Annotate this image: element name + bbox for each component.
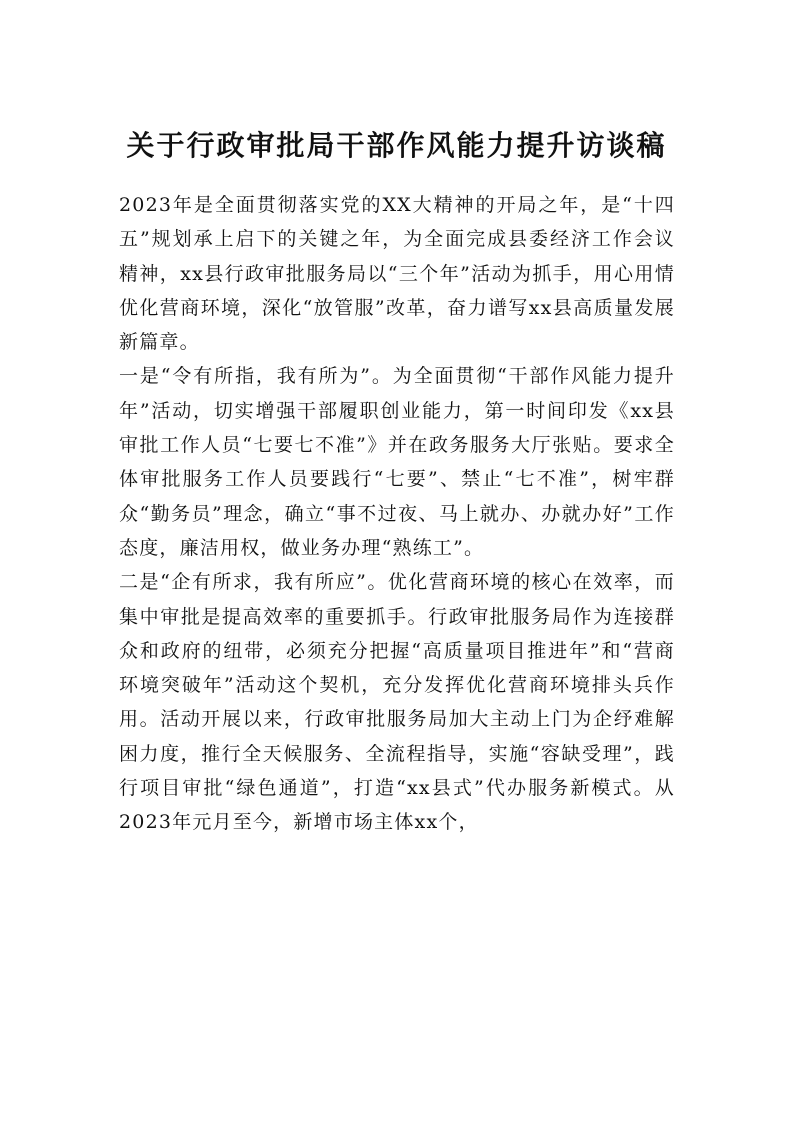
document-body bbox=[119, 188, 675, 840]
paragraph-point-two: 二是“企有所求，我有所应”。优化营商环境的核心在效率，而集中审批是提高效率的重要抓手。行政审批服务局作为连接群众和政府的纽带，必须充分把握“高质量项目推进年”和“营商环境突破年”活动这个契机，充分发挥优化营商环境排头兵作用。活动开展以来，行政审批服务局加大主动上门为企纾难解困力度，推行全天候服务、全流程指导，实施“容缺受理”，践行项目审批“绿色通道”，打造“xx县式”代办服务新模式。从2023年元月至今，新增市场主体xx个， bbox=[119, 571, 675, 834]
document-title: 关于行政审批局干部作风能力提升访谈稿 bbox=[126, 129, 667, 162]
paragraph-point-one: 一是“令有所指，我有所为”。为全面贯彻“干部作风能力提升年”活动，切实增强干部履职创业能力，第一时间印发《xx县审批工作人员“七要七不准”》并在政务服务大厅张贴。要求全体审批服务工作人员要践行“七要”、禁止“七不准”，树牢群众“勤务员”理念，确立“事不过夜、马上就办、办就办好”工作态度，廉洁用权，做业务办理“熟练工”。 bbox=[119, 365, 675, 559]
paragraph-intro: 2023年是全面贯彻落实党的XX大精神的开局之年，是“十四五”规划承上启下的关键之年，为全面完成县委经济工作会议精神，xx县行政审批服务局以“三个年”活动为抓手，用心用情优化营商环境，深化“放管服”改革，奋力谱写xx县高质量发展新篇章。 bbox=[119, 194, 675, 354]
